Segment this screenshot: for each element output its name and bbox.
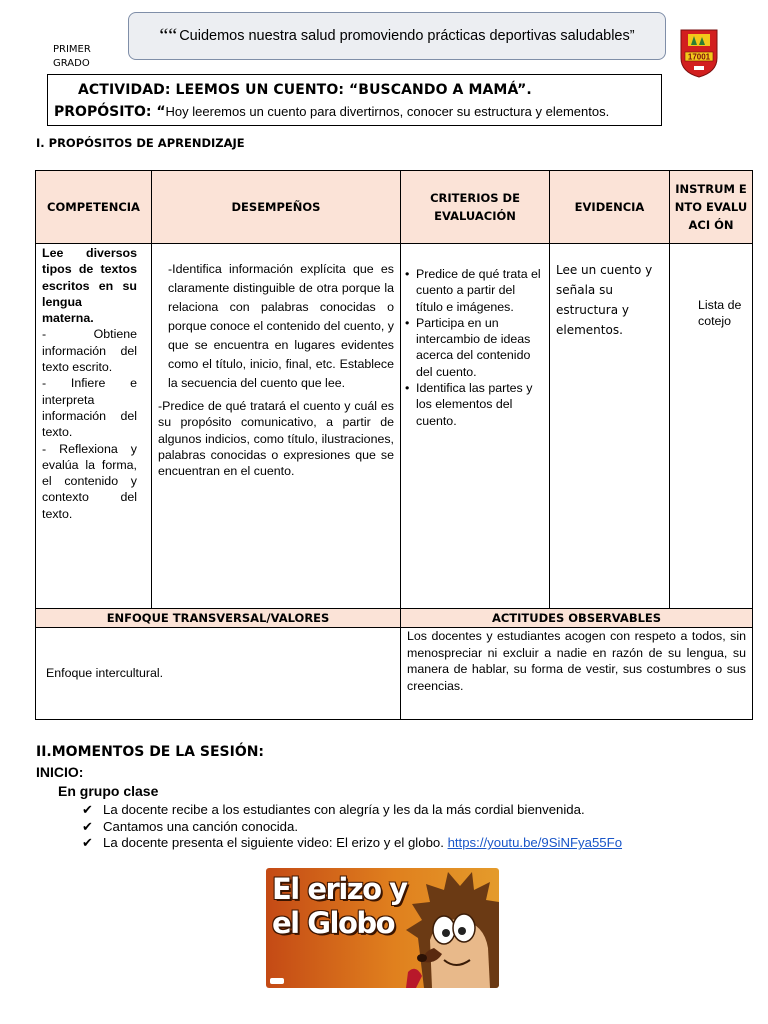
activity-purpose [54, 104, 609, 120]
step-text: Cantamos una canción conocida. [103, 818, 299, 834]
thumbnail-title-line1: El erizo y [272, 872, 407, 906]
video-badge [270, 978, 284, 984]
grupo-heading: En grupo clase [58, 783, 159, 799]
check-icon: ✔ [82, 802, 94, 817]
criterio-item: • Participa en un intercambio de ideas acerca del contenido del cuento. [407, 315, 543, 380]
cell-actitudes: Los docentes y estudiantes acogen con respeto a todos, sin menospreciar ni excluir a nadie en razón de su lengua, su manera de hablar, su forma de vestir, sus costumbres o sus creencias. [401, 628, 753, 720]
header-evidencia: EVIDENCIA [550, 171, 670, 244]
grade-line1: PRIMER [53, 44, 91, 55]
header-criterios: CRITERIOS DE EVALUACIÓN [401, 171, 550, 244]
grade-label [53, 43, 91, 71]
criterio-item: • Identifica las partes y los elementos del cuento. [407, 380, 543, 429]
competencia-item: - Infiere e interpreta información del texto. [42, 376, 137, 440]
criterio-item: • Predice de qué trata el cuento a partir del título e imágenes. [407, 266, 543, 315]
header-competencia: COMPETENCIA [36, 171, 152, 244]
inicio-steps [82, 802, 622, 852]
inicio-heading: INICIO: [36, 764, 84, 780]
motto-banner [128, 12, 666, 60]
list-item [82, 835, 622, 852]
competencia-item: - Obtiene información del texto escrito. [42, 327, 137, 375]
section1-title: I. PROPÓSITOS DE APRENDIZAJE [36, 136, 245, 150]
cell-competencia [36, 244, 152, 609]
header-instrumento: INSTRUM ENTO EVALUACI ÓN [670, 171, 753, 244]
list-item [82, 802, 622, 819]
hedgehog-illustration [404, 868, 499, 988]
step-text: La docente recibe a los estudiantes con alegría y les da la más cordial bienvenida. [103, 802, 585, 817]
check-icon: ✔ [82, 835, 94, 850]
motto-text: Cuidemos nuestra salud promoviendo prácticas deportivas saludables” [179, 28, 635, 44]
activity-box [47, 74, 662, 126]
video-link[interactable]: https://youtu.be/9SiNFya55Fo [447, 835, 623, 850]
motto-open-quote: ““ [159, 24, 178, 47]
learning-purposes-table [35, 170, 753, 720]
cell-criterios [401, 244, 550, 609]
video-thumbnail[interactable] [266, 868, 499, 988]
purpose-text: Hoy leeremos un cuento para divertirnos, conocer su estructura y elementos. [165, 104, 610, 119]
school-shield-logo [679, 28, 719, 78]
thumbnail-title-line2: el Globo [272, 906, 395, 940]
activity-title: ACTIVIDAD: LEEMOS UN CUENTO: “BUSCANDO A MAMÁ”. [78, 82, 532, 98]
cell-instrumento: Lista de cotejo [670, 244, 753, 609]
desempeno-item: -Identifica información explícita que es claramente distinguible de otra porque la relaciona con palabras conocidas o porque conoce el contenido del cuento, y que se encuentra en lugares evidentes como el título, inicio, final, etc. Establece la secuencia del cuento que lee. [168, 262, 394, 390]
competencia-item: - Reflexiona y evalúa la forma, el contenido y contexto del texto. [42, 441, 137, 521]
step-text: La docente presenta el siguiente video: El erizo y el globo. [103, 835, 448, 850]
purpose-label: PROPÓSITO: “ [54, 104, 166, 120]
desempeno-item: -Predice de qué tratará el cuento y cuál es su propósito comunicativo, a partir de algunos indicios, como título, ilustraciones, palabras conocidas o expresiones que se encuentran en el cuento. [158, 399, 394, 479]
header-actitudes: ACTITUDES OBSERVABLES [401, 609, 753, 628]
cell-desempenos [152, 244, 401, 609]
check-icon: ✔ [82, 818, 94, 834]
grade-line2: GRADO [53, 58, 90, 69]
competencia-title: Lee diversos tipos de textos escritos en su lengua materna. [42, 246, 137, 326]
header-desempenos: DESEMPEÑOS [152, 171, 401, 244]
section2-title: II.MOMENTOS DE LA SESIÓN: [36, 744, 265, 760]
cell-enfoque: Enfoque intercultural. [36, 628, 401, 720]
header-enfoque: ENFOQUE TRANSVERSAL/VALORES [36, 609, 401, 628]
logo-number: 17001 [687, 52, 711, 62]
list-item [82, 819, 622, 836]
cell-evidencia: Lee un cuento y señala su estructura y elementos. [550, 244, 670, 609]
